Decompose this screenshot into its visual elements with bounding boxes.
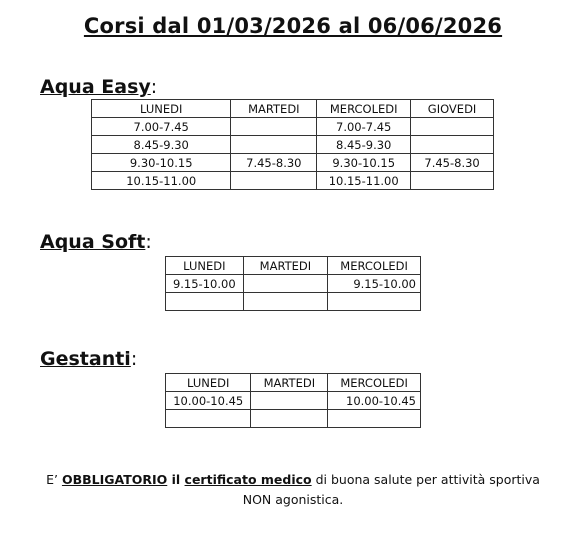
note-certificato-medico: certificato medico: [184, 472, 312, 487]
table-cell: [251, 410, 328, 428]
column-header-martedi: MARTEDI: [243, 257, 328, 275]
table-cell: [231, 172, 317, 190]
table-cell: 10.00-10.45: [166, 392, 251, 410]
table-cell: [411, 136, 494, 154]
table-cell: 10.15-11.00: [92, 172, 231, 190]
table-row: [166, 293, 421, 311]
table-cell: 7.00-7.45: [317, 118, 411, 136]
column-header-lunedi: LUNEDI: [166, 257, 244, 275]
table-cell: 10.15-11.00: [317, 172, 411, 190]
section-name: Aqua Soft: [40, 231, 146, 253]
gestanti-table: [165, 373, 421, 428]
table-cell: 10.00-10.45: [328, 392, 421, 410]
column-header-mercoledi: MERCOLEDI: [328, 374, 421, 392]
table-row: [166, 392, 421, 410]
table-cell: [328, 293, 421, 311]
table-header-row: [166, 374, 421, 392]
table-cell: [251, 392, 328, 410]
section-heading-aqua-soft: Aqua Soft:: [40, 231, 152, 253]
table-cell: [243, 293, 328, 311]
section-name: Aqua Easy: [40, 76, 151, 98]
medical-certificate-note: [0, 470, 586, 510]
table-row: [92, 154, 494, 172]
table-cell: [166, 410, 251, 428]
table-cell: 7.45-8.30: [231, 154, 317, 172]
table-cell: 9.30-10.15: [317, 154, 411, 172]
table-cell: 8.45-9.30: [317, 136, 411, 154]
note-obbligatorio: OBBLIGATORIO: [61, 472, 168, 487]
table-cell: 7.45-8.30: [411, 154, 494, 172]
table-row: [92, 172, 494, 190]
table-cell: [411, 118, 494, 136]
table-cell: 8.45-9.30: [92, 136, 231, 154]
column-header-mercoledi: MERCOLEDI: [317, 100, 411, 118]
column-header-martedi: MARTEDI: [231, 100, 317, 118]
table-cell: [328, 410, 421, 428]
table-cell: 7.00-7.45: [92, 118, 231, 136]
table-header-row: [166, 257, 421, 275]
table-cell: [411, 172, 494, 190]
section-heading-aqua-easy: Aqua Easy:: [40, 76, 158, 98]
table-cell: [243, 275, 328, 293]
aqua-easy-table: [91, 99, 494, 190]
table-cell: 9.30-10.15: [92, 154, 231, 172]
column-header-mercoledi: MERCOLEDI: [328, 257, 421, 275]
column-header-giovedi: GIOVEDI: [411, 100, 494, 118]
table-row: [166, 275, 421, 293]
table-cell: [231, 136, 317, 154]
aqua-soft-table: [165, 256, 421, 311]
column-header-martedi: MARTEDI: [251, 374, 328, 392]
column-header-lunedi: LUNEDI: [92, 100, 231, 118]
section-name: Gestanti: [40, 348, 131, 370]
table-cell: 9.15-10.00: [328, 275, 421, 293]
page-title: Corsi dal 01/03/2026 al 06/06/2026: [83, 14, 503, 38]
table-cell: [166, 293, 244, 311]
table-cell: 9.15-10.00: [166, 275, 244, 293]
note-line-2: NON agonistica.: [242, 492, 344, 507]
table-header-row: [92, 100, 494, 118]
table-row: [92, 136, 494, 154]
column-header-lunedi: LUNEDI: [166, 374, 251, 392]
table-row: [166, 410, 421, 428]
table-row: [92, 118, 494, 136]
table-cell: [231, 118, 317, 136]
note-line-1: E’ OBBLIGATORIO il certificato medico di buona salute per attività sportiva: [46, 472, 540, 487]
section-heading-gestanti: Gestanti:: [40, 348, 138, 370]
